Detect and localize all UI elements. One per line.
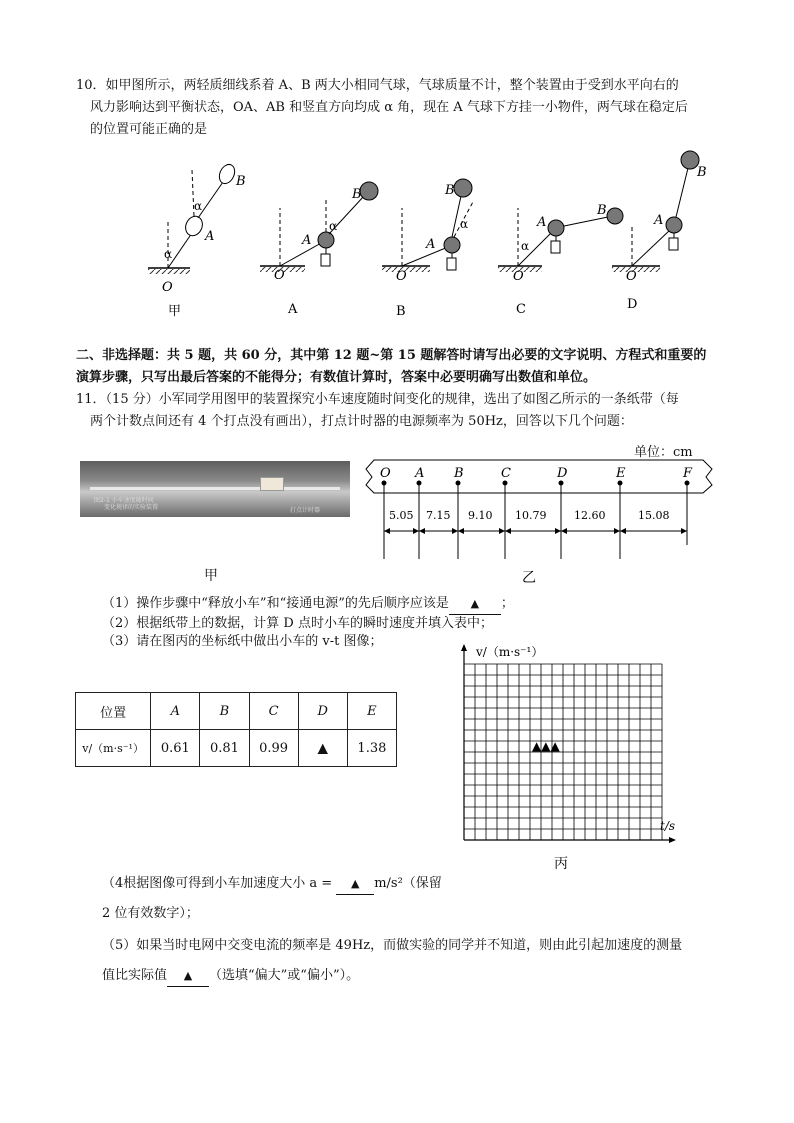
tape-label-e: E (616, 466, 626, 481)
q11-part4-unit: m/s²（保留 (374, 876, 442, 891)
q11-part3: （3）请在图丙的坐标纸中做出小车的 v-t 图像； (102, 634, 383, 649)
figure-jia (148, 162, 246, 319)
tape-label-f: F (683, 466, 693, 481)
table-header-a: A (151, 693, 200, 730)
b-label-o: O (396, 269, 407, 284)
q11-part5-text: 值比实际值 (102, 968, 168, 983)
track-rail (90, 487, 340, 490)
photo-caption-2: 变化规律的实验装置 (104, 504, 159, 511)
section2-line2: 演算步骤，只写出最后答案的不能得分；有数值计算时，答案中必要明确写出数值和单位。 (76, 370, 597, 385)
d-caption: D (627, 297, 638, 312)
tape-label-b: B (454, 466, 464, 481)
apparatus-photo (80, 461, 350, 517)
figure-option-b (382, 179, 474, 319)
b-label-b: B (445, 183, 455, 198)
a-label-b: B (352, 187, 362, 202)
q11-part4-blank[interactable]: ▲ (336, 874, 374, 895)
velocity-table (75, 692, 397, 767)
graph-grid (464, 664, 662, 840)
segment-de: 12.60 (574, 509, 606, 522)
segment-bc: 9.10 (468, 509, 493, 522)
q10-line3: 的位置可能正确的是 (90, 122, 208, 137)
table-header-b: B (200, 693, 249, 730)
graph-x-label: t/s (660, 819, 676, 833)
q11-line2: 两个计数点间还有 4 个打点没有画出），打点计时器的电源频率为 50Hz，回答以下几个问题： (90, 414, 633, 429)
c-alpha: α (521, 239, 530, 253)
tape-caption: 乙 (522, 570, 536, 586)
tape-label-a: A (415, 466, 425, 481)
table-cell-c: 0.99 (249, 730, 298, 767)
tape-label-o: O (380, 466, 391, 481)
table-cell-b: 0.81 (200, 730, 249, 767)
table-cell-a: 0.61 (151, 730, 200, 767)
graph-caption: 丙 (554, 856, 568, 872)
a-label-o: O (274, 268, 285, 283)
tape-label-c: C (501, 466, 511, 481)
c-caption: C (516, 302, 526, 317)
tape-ticks (384, 485, 687, 559)
table-header-e: E (347, 693, 396, 730)
q11-part1-text: （1）操作步骤中“释放小车”和“接通电源”的先后顺序应该是 (102, 596, 449, 611)
cart (260, 477, 284, 491)
table-header-d: D (298, 693, 347, 730)
q11-part4-text: （4根据图像可得到小车加速度大小 a = (102, 876, 333, 891)
q11-part5-blank[interactable]: ▲ (167, 966, 209, 987)
section2-line1: 二、非选择题：共 5 题，共 60 分，其中第 12 题~第 15 题解答时请写出必要的文字说明、方程式和重要的 (76, 348, 707, 363)
segment-ab: 7.15 (426, 509, 451, 522)
jia-label-a: A (205, 229, 215, 244)
q11-part5-line1: （5）如果当时电网中交变电流的频率是 49Hz，而做实验的同学并不知道，则由此引起加速度的测量 (102, 938, 683, 953)
q10-line2: 风力影响达到平衡状态，OA、AB 和竖直方向均成 α 角，现在 A 气球下方挂一小物件，两气球在稳定后 (90, 100, 688, 115)
jia-alpha2: α (194, 199, 203, 213)
figure-option-c (498, 203, 623, 317)
a-label-a: A (302, 233, 312, 248)
table-cell-d[interactable]: ▲ (298, 730, 347, 767)
d-label-o: O (626, 269, 637, 284)
table-label-velocity: v/（m·s⁻¹） (76, 730, 151, 767)
jia-caption: 甲 (168, 304, 182, 319)
graph-y-label: v/（m·s⁻¹） (476, 645, 544, 659)
d-label-b: B (697, 165, 707, 180)
segment-cd: 10.79 (515, 509, 547, 522)
tape-label-d: D (557, 466, 568, 481)
q10-figures (130, 150, 707, 320)
q11-part5-options: （选填“偏大”或“偏小”）。 (209, 968, 360, 983)
tape-unit: 单位：cm (634, 445, 693, 460)
graph-x-arrow (669, 837, 676, 843)
q11-part1-end: ； (500, 596, 514, 611)
jia-label-b: B (236, 174, 246, 189)
photo-timer-label: 打点计时器 (290, 507, 321, 514)
b-alpha: α (460, 217, 469, 231)
segment-oa: 5.05 (389, 509, 414, 522)
b-caption: B (396, 304, 406, 319)
c-label-o: O (513, 269, 524, 284)
a-alpha: α (329, 219, 338, 233)
photo-caption-1: 图2-1 小车速度随时间 (94, 497, 154, 504)
figure-option-d (612, 151, 707, 312)
table-cell-e: 1.38 (347, 730, 396, 767)
q11-part4-cont: 2 位有效数字）； (102, 906, 199, 921)
jia-alpha1: α (164, 247, 173, 261)
q11-part1 (102, 594, 514, 615)
graph-marks: ▲▲▲ (532, 739, 560, 753)
q10-line1: 10．如甲图所示，两轻质细线系着 A、B 两大小相同气球，气球质量不计，整个装置由于受到水平向右的 (76, 78, 679, 93)
a-caption: A (288, 302, 298, 317)
q11-part5-line2 (102, 966, 359, 987)
table-header-c: C (249, 693, 298, 730)
segment-ef: 15.08 (638, 509, 670, 522)
table-header-position: 位置 (76, 693, 151, 730)
photo-caption: 甲 (204, 568, 218, 584)
paper-tape (360, 455, 720, 585)
figure-option-a (260, 182, 378, 317)
c-label-b: B (597, 203, 607, 218)
q11-part4 (102, 874, 442, 895)
q11-line1: 11．（15 分）小军同学用图甲的装置探究小车速度随时间变化的规律，选出了如图乙所示的一条纸带（每 (76, 392, 679, 407)
b-label-a: A (426, 237, 436, 252)
d-label-a: A (654, 213, 664, 228)
c-label-a: A (537, 215, 547, 230)
jia-label-o: O (162, 280, 173, 295)
graph-y-arrow (461, 644, 467, 651)
q11-part2: （2）根据纸带上的数据，计算 D 点时小车的瞬时速度并填入表中； (102, 616, 493, 631)
q11-part1-blank[interactable]: ▲ (449, 594, 501, 615)
table-row-position (76, 693, 397, 730)
vt-graph (440, 640, 690, 880)
table-row-velocity (76, 730, 397, 767)
